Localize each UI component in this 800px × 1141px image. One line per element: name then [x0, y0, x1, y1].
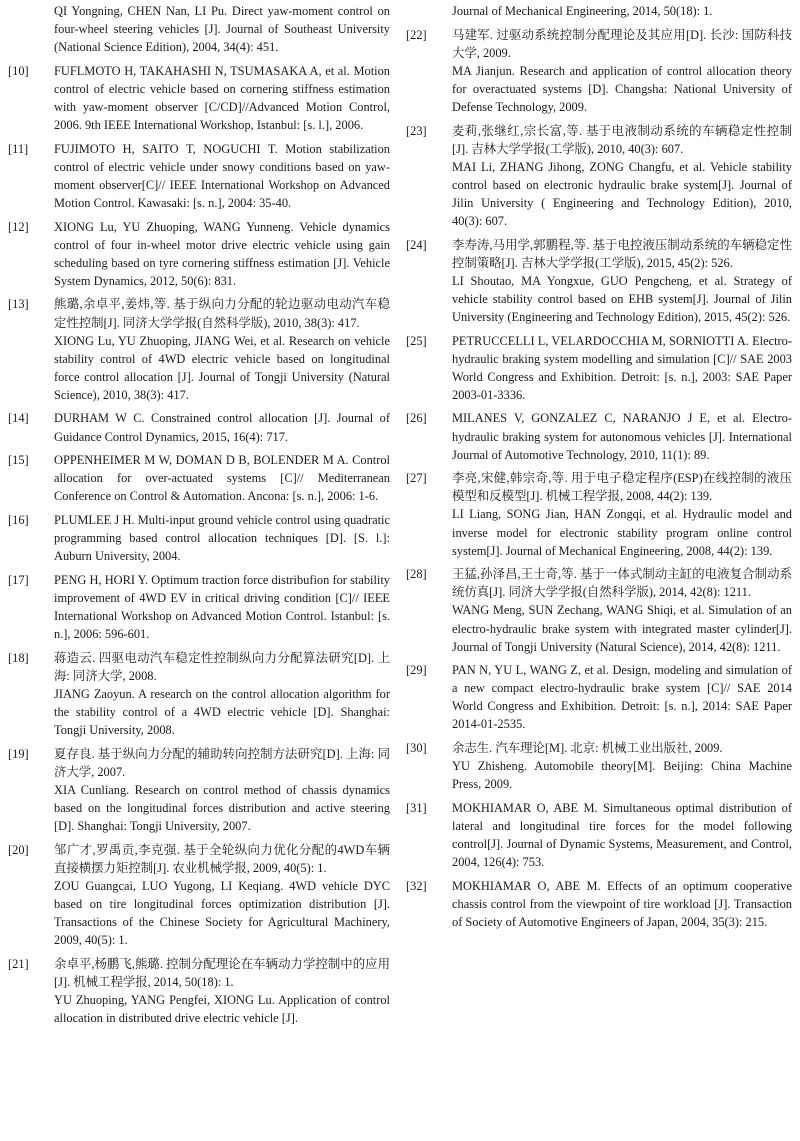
reference-part: FUFLMOTO H, TAKAHASHI N, TSUMASAKA A, et al. Motion control of electric vehicle based on cornering stiffness estimation with yaw-moment observer [C/CD]//Advanced Motion Control, 2006. 9th IEEE International Workshop, Istanbul: [s. l.], 2006.: [54, 63, 390, 133]
reference-entry: [8, 218, 390, 290]
reference-entry: [8, 409, 390, 445]
reference-number: [22]: [406, 27, 427, 42]
reference-text: [452, 877, 792, 931]
reference-entry: [8, 841, 390, 950]
reference-text: [54, 140, 390, 212]
reference-text: [452, 122, 792, 231]
reference-entry: [8, 140, 390, 212]
reference-part: PLUMLEE J H. Multi-input ground vehicle control using quadratic programming based control allocation techniques [D]. [S. l.]: Auburn University, 2004.: [54, 512, 390, 564]
reference-text: [452, 799, 792, 871]
reference-number: [10]: [8, 63, 29, 78]
reference-text: [452, 236, 792, 326]
reference-columns: [8, 2, 792, 1027]
reference-part: WANG Meng, SUN Zechang, WANG Shiqi, et al. Simulation of an electro-hydraulic brake system with integrated master cylinder[J]. Journal of Tongji University (Natural Science), 2014, 42(8): 1211.: [452, 603, 792, 654]
reference-text: [54, 451, 390, 505]
reference-part: YU Zhuoping, YANG Pengfei, XIONG Lu. Application of control allocation in distributed drive electric vehicle [J].: [54, 992, 390, 1025]
reference-entry: [406, 739, 792, 793]
reference-number: [16]: [8, 512, 29, 527]
reference-part: XIONG Lu, YU Zhuoping, WANG Yunneng. Vehicle dynamics control of four in-wheel motor drive electric vehicle using gain scheduling based on tyre cornering stiffness estimation [J]. Vehicle System Dynamics, 2012, 50(6): 831.: [54, 219, 390, 288]
reference-entry: [8, 649, 390, 739]
reference-part: 李亮,宋健,韩宗奇,等. 用于电子稳定程序(ESP)在线控制的液压模型和反模型[J]. 机械工程学报, 2008, 44(2): 139.: [452, 471, 792, 504]
reference-part: 夏存良. 基于纵向力分配的辅助转向控制方法研究[D]. 上海: 同济大学, 2007.: [54, 746, 390, 779]
reference-part: 蒋造云. 四驱电动汽车稳定性控制纵向力分配算法研究[D]. 上海: 同济大学, 2008.: [54, 650, 390, 683]
reference-number: [13]: [8, 297, 29, 312]
reference-part: MA Jianjun. Research and application of control allocation theory for overactuated systems [D]. Changsha: National University of Defense Technology, 2009.: [452, 63, 792, 114]
reference-text: [54, 218, 390, 290]
reference-part: 麦莉,张继红,宗长富,等. 基于电液制动系统的车辆稳定性控制[J]. 吉林大学学报(工学版), 2010, 40(3): 607.: [452, 123, 792, 156]
reference-number: [30]: [406, 741, 427, 756]
reference-continuation: QI Yongning, CHEN Nan, LI Pu. Direct yaw-moment control on four-wheel steering vehicles [J]. Journal of Southeast University (National Science Edition), 2004, 34(4): 451.: [54, 4, 390, 55]
reference-entry: [406, 661, 792, 733]
reference-number: [19]: [8, 746, 29, 761]
reference-text: [452, 469, 792, 559]
reference-text: [54, 571, 390, 643]
reference-part: PAN N, YU L, WANG Z, et al. Design, modeling and simulation of a new compact electro-hydraulic brake system [C]// SAE 2014 World Congress and Exhibition. Detroit: [s. n.], 2014: SAE Paper 2014-01-2535.: [452, 663, 792, 732]
reference-text: [452, 739, 792, 793]
right-column: [406, 2, 792, 1027]
reference-text: [452, 661, 792, 733]
reference-part: MILANES V, GONZALEZ C, NARANJO J E, et al. Electro-hydraulic braking system for autonomous vehicles [J]. International Journal of Automotive Technology, 2010, 11(1): 89.: [452, 411, 792, 462]
reference-number: [27]: [406, 471, 427, 486]
reference-part: MOKHIAMAR O, ABE M. Simultaneous optimal distribution of lateral and longitudinal tire forces for the model following control[J]. Journal of Dynamic Systems, Measurement, and Control, 2004, 126(4): 753.: [452, 800, 792, 870]
left-column: [8, 2, 390, 1027]
reference-text: [452, 409, 792, 463]
reference-entry: [8, 451, 390, 505]
reference-entry: [406, 409, 792, 463]
reference-part: PENG H, HORI Y. Optimum traction force distribufion for stability improvement of 4WD EV in critical driving condition [C]// IEEE International Workshop on Advanced Motion Control. Istanbul: [s. n.], 2006: 596-601.: [54, 572, 390, 641]
reference-text: [54, 511, 390, 565]
reference-part: OPPENHEIMER M W, DOMAN D B, BOLENDER M A. Control allocation for over-actuated systems [C]// Mediterranean Conference on Control & Automation. Ancona: [s. n.], 2006: 1-6.: [54, 453, 390, 504]
reference-part: XIONG Lu, YU Zhuoping, JIANG Wei, et al. Research on vehicle stability control of 4WD electric vehicle based on longitudinal force control allocation [J]. Journal of Tongji University (Natural Science), 2010, 38(3): 417.: [54, 333, 390, 402]
reference-entry: [8, 295, 390, 404]
reference-part: JIANG Zaoyun. A research on the control allocation algorithm for the stability control of a 4WD electric vehicle [D]. Shanghai: Tongji University, 2008.: [54, 686, 390, 737]
reference-number: [28]: [406, 567, 427, 582]
reference-entry: [406, 565, 792, 655]
reference-number: [23]: [406, 123, 427, 138]
reference-entry: [406, 469, 792, 559]
reference-part: LI Liang, SONG Jian, HAN Zongqi, et al. Hydraulic model and inverse model for electronic stability program online control system[J]. Journal of Mechanical Engineering, 2008, 44(2): 139.: [452, 507, 792, 558]
reference-entry: [8, 745, 390, 835]
reference-part: PETRUCCELLI L, VELARDOCCHIA M, SORNIOTTI A. Electro-hydraulic braking system modelling and simulation [C]// SAE 2003 World Congress and Exhibition. Detroit: [s. n.], 2003: SAE Paper 2003-01-3336.: [452, 333, 792, 402]
reference-text: [54, 649, 390, 739]
reference-text: [54, 841, 390, 950]
reference-part: FUJIMOTO H, SAITO T, NOGUCHI T. Motion stabilization control of electric vehicle under snowy conditions based on yaw-moment observer[C]// IEEE International Workshop on Advanced Motion Control. Kawasaki: [s. n.], 2004: 35-40.: [54, 141, 390, 210]
reference-part: ZOU Guangcai, LUO Yugong, LI Keqiang. 4WD vehicle DYC based on tire longitudinal forces optimization distribution [J]. Transactions of the Chinese Society for Agricultural Machinery, 2009, 40(5): 1.: [54, 878, 390, 947]
reference-text: [54, 62, 390, 134]
reference-part: 马建军. 过驱动系统控制分配理论及其应用[D]. 长沙: 国防科技大学, 2009.: [452, 27, 792, 60]
reference-part: YU Zhisheng. Automobile theory[M]. Beijing: China Machine Press, 2009.: [452, 759, 792, 792]
reference-number: [31]: [406, 800, 427, 815]
reference-entry: [8, 62, 390, 134]
reference-part: LI Shoutao, MA Yongxue, GUO Pengcheng, et al. Strategy of vehicle stability control based on EHB system[J]. Journal of Jilin University (Engineering and Technology Edition), 2015, 45(2): 526.: [452, 273, 792, 324]
reference-number: [15]: [8, 453, 29, 468]
reference-part: 余卓平,杨鹏飞,熊璐. 控制分配理论在车辆动力学控制中的应用[J]. 机械工程学报, 2014, 50(18): 1.: [54, 956, 390, 989]
reference-number: [29]: [406, 663, 427, 678]
reference-text: [452, 332, 792, 404]
reference-entry: [8, 511, 390, 565]
reference-entry: [406, 236, 792, 326]
reference-number: [21]: [8, 956, 29, 971]
reference-text: [54, 955, 390, 1027]
reference-part: 王猛,孙泽昌,王士奇,等. 基于一体式制动主缸的电液复合制动系统仿真[J]. 同济大学学报(自然科学版), 2014, 42(8): 1211.: [452, 567, 792, 600]
reference-entry: [8, 571, 390, 643]
reference-part: 熊璐,余卓平,姜炜,等. 基于纵向力分配的轮边驱动电动汽车稳定性控制[J]. 同济大学学报(自然科学版), 2010, 38(3): 417.: [54, 297, 390, 330]
reference-number: [18]: [8, 650, 29, 665]
reference-continuation: Journal of Mechanical Engineering, 2014, 50(18): 1.: [452, 4, 713, 18]
reference-number: [17]: [8, 572, 29, 587]
reference-part: DURHAM W C. Constrained control allocation [J]. Journal of Guidance Control Dynamics, 2015, 16(4): 717.: [54, 411, 390, 444]
reference-number: [32]: [406, 878, 427, 893]
reference-number: [26]: [406, 411, 427, 426]
reference-entry: [406, 799, 792, 871]
reference-part: 李寿涛,马用学,郭鹏程,等. 基于电控液压制动系统的车辆稳定性控制策略[J]. 吉林大学学报(工学版), 2015, 45(2): 526.: [452, 237, 792, 270]
reference-number: [12]: [8, 219, 29, 234]
reference-number: [25]: [406, 333, 427, 348]
reference-part: XIA Cunliang. Research on control method of chassis dynamics based on the longitudinal forces distribution and active steering [D]. Shanghai: Tongji University, 2007.: [54, 782, 390, 833]
reference-number: [11]: [8, 141, 29, 156]
reference-number: [24]: [406, 237, 427, 252]
reference-part: 邹广才,罗禹贡,李克强. 基于全轮纵向力优化分配的4WD车辆直接横摆力矩控制[J]. 农业机械学报, 2009, 40(5): 1.: [54, 842, 390, 875]
reference-part: MOKHIAMAR O, ABE M. Effects of an optimum cooperative chassis control from the viewpoint of tire workload [J]. Transaction of Society of Automotive Engineers of Japan, 2004, 35(3): 215.: [452, 878, 792, 929]
reference-text: [452, 565, 792, 655]
reference-entry: [406, 332, 792, 404]
reference-number: [20]: [8, 842, 29, 857]
reference-text: [54, 409, 390, 445]
reference-entry: [406, 26, 792, 116]
reference-text: [452, 26, 792, 116]
reference-text: [54, 745, 390, 835]
reference-part: MAI Li, ZHANG Jihong, ZONG Changfu, et al. Vehicle stability control based on electronic hydraulic brake system[J]. Journal of Jilin University ( Engineering and Technology Edition), 2010, 40(3): 607.: [452, 159, 792, 229]
reference-entry: [8, 955, 390, 1027]
reference-entry: [406, 877, 792, 931]
reference-part: 余志生. 汽车理论[M]. 北京: 机械工业出版社, 2009.: [452, 741, 723, 756]
reference-number: [14]: [8, 411, 29, 426]
reference-entry: [406, 122, 792, 231]
reference-text: [54, 295, 390, 404]
